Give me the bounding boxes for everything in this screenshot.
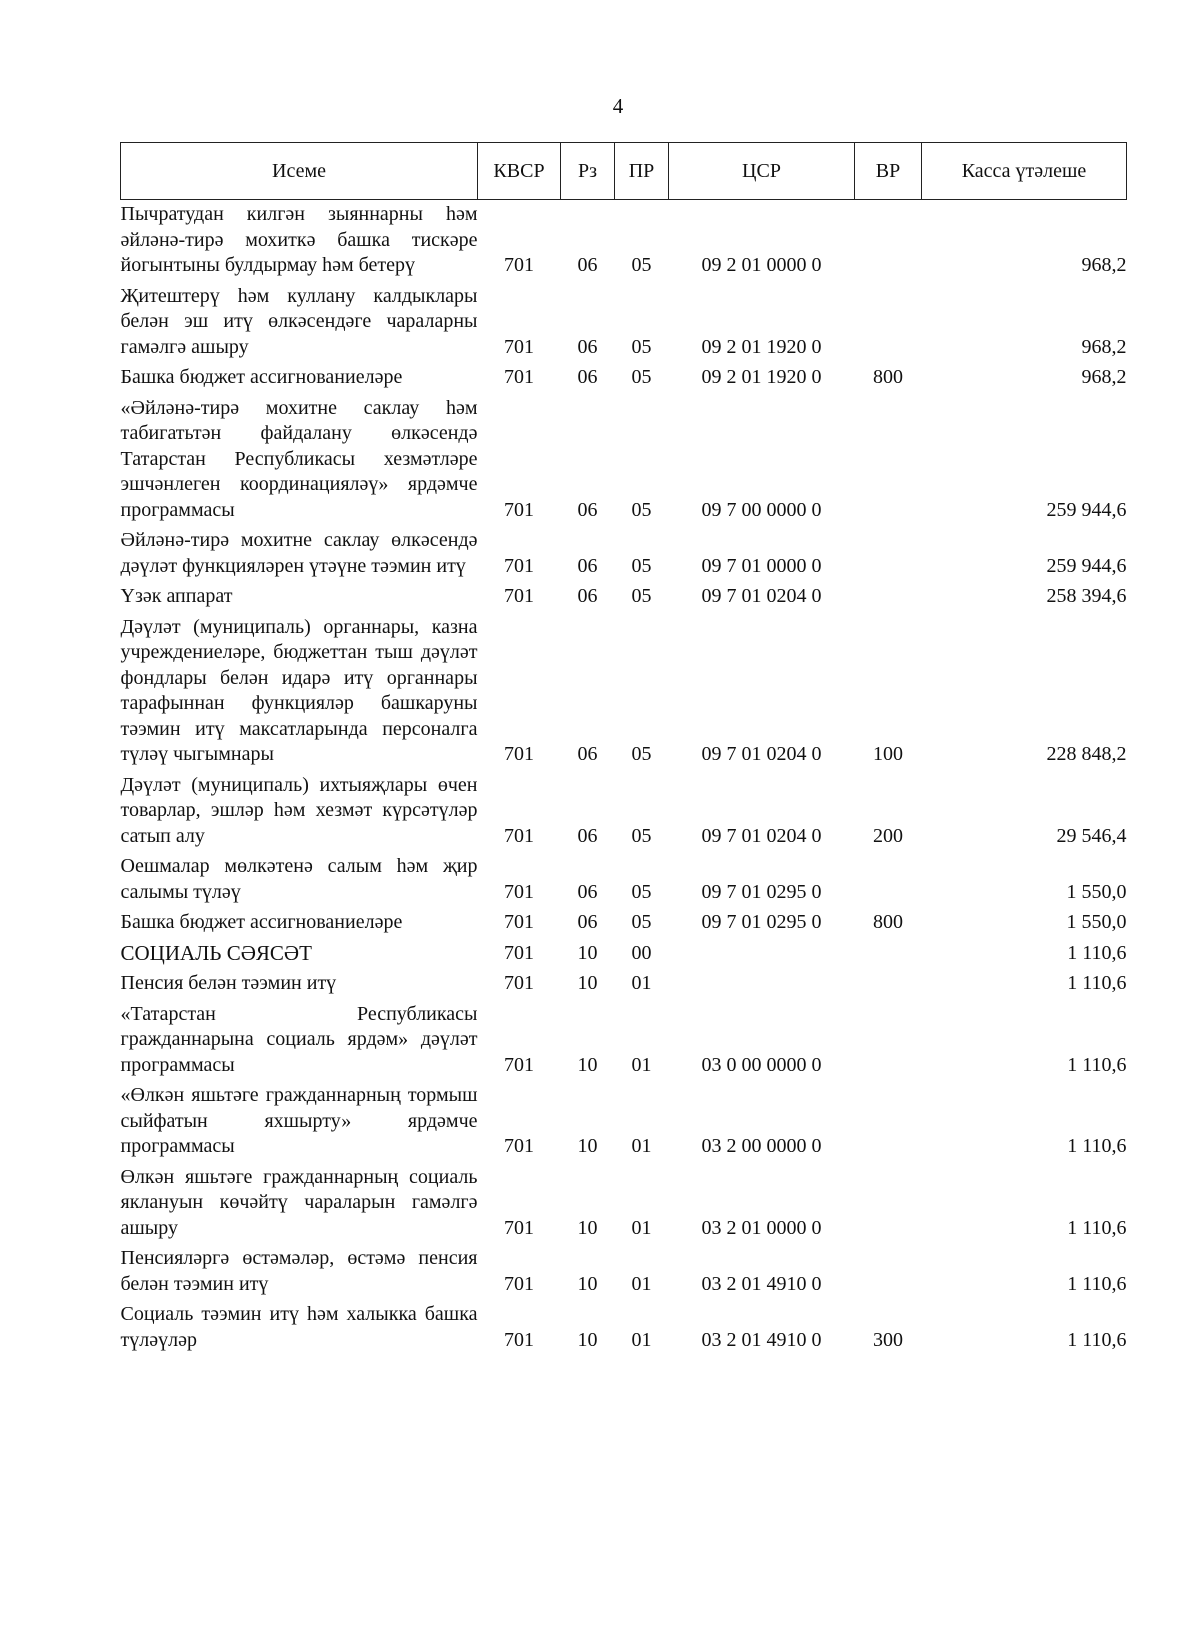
row-csr: [669, 969, 855, 1000]
row-name: «Өлкән яшьтәге гражданнарның тормыш сыйфатын яхшырту» ярдәмче программасы: [120, 1084, 478, 1157]
table-row: [121, 200, 1127, 282]
row-kvsr: 701: [504, 498, 534, 521]
row-pr: 01: [631, 1053, 652, 1076]
table-row: [121, 582, 1127, 613]
header-csr: ЦСР: [669, 143, 855, 200]
row-rz: 06: [577, 335, 598, 358]
row-amount: 968,2: [1081, 254, 1127, 276]
row-csr: 09 2 01 1920 0: [701, 335, 822, 358]
row-rz: 10: [577, 1328, 598, 1351]
row-pr: 05: [631, 498, 652, 521]
row-rz: 06: [577, 498, 598, 521]
row-pr: 01: [631, 1135, 652, 1157]
row-name: Өлкән яшьтәге гражданнарның социаль яклануын көчәйтү чараларын гамәлгә ашыру: [120, 1165, 478, 1239]
row-kvsr: 701: [504, 1135, 534, 1157]
row-pr: 05: [631, 880, 652, 903]
row-csr: 09 7 01 0204 0: [701, 743, 822, 765]
row-name: Дәүләт (муниципаль) органнары, казна учреждениеләре, бюджеттан тыш дәүләт фондлары белән идарә итү органнары тарафыннан функцияләр башкаруны тәэмин итү максатларында персоналга түләү чыгымнары: [120, 615, 478, 765]
row-pr: 05: [631, 554, 652, 577]
row-rz: 06: [577, 880, 598, 903]
table-row: [121, 394, 1127, 527]
row-kvsr: 701: [504, 1272, 534, 1295]
row-csr: 09 7 01 0000 0: [701, 554, 822, 577]
table-row: [121, 363, 1127, 394]
row-rz: 06: [577, 366, 598, 388]
row-name: Дәүләт (муниципаль) ихтыяҗлары өчен товарлар, эшләр һәм хезмәт күрсәтүләр сатып алу: [120, 773, 478, 847]
row-kvsr: 701: [504, 880, 534, 903]
row-name: Җитештерү һәм куллану калдыклары белән эш итү өлкәсендәге чараларны гамәлгә ашыру: [120, 284, 478, 358]
row-vr: 200: [873, 824, 903, 847]
row-csr: 03 2 01 0000 0: [701, 1216, 822, 1239]
row-amount: 259 944,6: [1046, 554, 1127, 577]
row-rz: 10: [577, 1135, 598, 1157]
table-row: [121, 1000, 1127, 1082]
row-kvsr: 701: [504, 335, 534, 358]
row-name: Социаль тәэмин итү һәм халыкка башка түләүләр: [120, 1303, 478, 1351]
row-rz: 06: [577, 743, 598, 765]
row-vr: 800: [873, 911, 903, 933]
row-csr: 09 7 01 0204 0: [701, 824, 822, 847]
row-vr: 300: [873, 1328, 903, 1351]
row-pr: 05: [631, 824, 652, 847]
row-kvsr: 701: [504, 554, 534, 577]
row-kvsr: 701: [504, 1328, 534, 1351]
row-csr: 09 2 01 0000 0: [701, 254, 822, 276]
row-pr: 05: [631, 366, 652, 388]
table-header-row: [121, 143, 1127, 200]
row-amount: 1 110,6: [1067, 1272, 1127, 1295]
row-vr: [855, 200, 922, 282]
row-name: Пычратудан килгән зыяннарны һәм әйләнә-тирә мохиткә башка тискәре йогынтыны булдырмау һәм бетерү: [120, 203, 478, 276]
row-csr: 09 7 01 0295 0: [701, 880, 822, 903]
row-vr: [855, 526, 922, 582]
row-rz: 06: [577, 254, 598, 276]
row-pr: 01: [631, 1272, 652, 1295]
row-rz: 06: [577, 911, 598, 933]
row-rz: 10: [577, 1053, 598, 1076]
header-name: Исеме: [121, 143, 478, 200]
row-rz: 10: [577, 941, 598, 964]
row-csr: 03 2 01 4910 0: [701, 1328, 822, 1351]
row-amount: 259 944,6: [1046, 498, 1127, 521]
row-rz: 06: [577, 585, 598, 607]
row-name: Әйләнә-тирә мохитне саклау өлкәсендә дәүләт функцияләрен үтәүне тәэмин итү: [120, 529, 478, 577]
row-amount: 29 546,4: [1056, 824, 1127, 847]
row-vr: [855, 282, 922, 364]
row-kvsr: 701: [504, 911, 534, 933]
row-amount: 1 110,6: [1067, 1216, 1127, 1239]
row-csr: 03 2 00 0000 0: [701, 1135, 822, 1157]
row-amount: 1 110,6: [1067, 941, 1127, 964]
row-pr: 00: [631, 941, 652, 964]
table-row: [121, 852, 1127, 908]
table-row: [121, 282, 1127, 364]
row-pr: 05: [631, 335, 652, 358]
row-vr: [855, 582, 922, 613]
row-vr: [855, 1081, 922, 1163]
row-csr: 09 7 00 0000 0: [701, 498, 822, 521]
row-vr: [855, 939, 922, 970]
table-row: [121, 969, 1127, 1000]
row-kvsr: 701: [504, 585, 534, 607]
row-kvsr: 701: [504, 824, 534, 847]
row-name: Үзәк аппарат: [120, 585, 233, 607]
row-csr: 09 7 01 0204 0: [701, 585, 822, 607]
row-rz: 10: [577, 1272, 598, 1295]
row-kvsr: 701: [504, 941, 534, 964]
row-rz: 06: [577, 554, 598, 577]
header-amount: Касса үтәлеше: [922, 143, 1127, 200]
header-kvsr: КВСР: [478, 143, 561, 200]
row-kvsr: 701: [504, 254, 534, 276]
row-vr: [855, 969, 922, 1000]
row-vr: 800: [873, 366, 903, 388]
row-pr: 05: [631, 254, 652, 276]
table-row: [121, 613, 1127, 771]
row-name: Башка бюджет ассигнованиеләре: [120, 366, 403, 388]
header-rz: Рз: [561, 143, 615, 200]
header-pr: ПР: [615, 143, 669, 200]
row-csr: [669, 939, 855, 970]
row-name: Башка бюджет ассигнованиеләре: [120, 911, 403, 933]
row-csr: 03 0 00 0000 0: [701, 1053, 822, 1076]
row-kvsr: 701: [504, 1216, 534, 1239]
row-vr: [855, 1163, 922, 1245]
row-rz: 10: [577, 1216, 598, 1239]
table-row: [121, 908, 1127, 939]
row-name: «Татарстан Республикасы гражданнарына социаль ярдәм» дәүләт программасы: [120, 1002, 478, 1076]
row-pr: 01: [631, 972, 652, 994]
row-amount: 258 394,6: [1046, 585, 1127, 607]
row-csr: 03 2 01 4910 0: [701, 1272, 822, 1295]
row-vr: [855, 1000, 922, 1082]
section-heading: СОЦИАЛЬ СӘЯСӘТ: [120, 940, 312, 965]
row-pr: 01: [631, 1328, 652, 1351]
table-row: [121, 1300, 1127, 1356]
row-name: Пенсияләргә өстәмәләр, өстәмә пенсия белән тәэмин итү: [120, 1247, 478, 1295]
row-amount: 1 110,6: [1067, 1328, 1127, 1351]
page-number: 4: [612, 94, 624, 118]
row-vr: 100: [873, 743, 903, 765]
row-kvsr: 701: [504, 972, 534, 994]
row-pr: 05: [631, 743, 652, 765]
row-vr: [855, 852, 922, 908]
row-pr: 05: [631, 911, 652, 933]
header-vr: ВР: [855, 143, 922, 200]
row-amount: 1 110,6: [1067, 1135, 1127, 1157]
row-name: «Әйләнә-тирә мохитне саклау һәм табигатьтән файдалану өлкәсендә Татарстан Республикасы хезмәтләре эшчәнлеген координацияләү» ярдәмче программасы: [120, 396, 478, 521]
row-amount: 1 550,0: [1066, 911, 1127, 933]
row-amount: 228 848,2: [1046, 743, 1127, 765]
row-pr: 05: [631, 585, 652, 607]
row-vr: [855, 394, 922, 527]
row-amount: 1 110,6: [1067, 972, 1127, 994]
table-row: [121, 939, 1127, 970]
row-name: Оешмалар мөлкәтенә салым һәм җир салымы түләү: [120, 855, 478, 903]
row-kvsr: 701: [504, 743, 534, 765]
row-pr: 01: [631, 1216, 652, 1239]
row-name: Пенсия белән тәэмин итү: [120, 972, 337, 994]
table-row: [121, 771, 1127, 853]
row-csr: 09 7 01 0295 0: [701, 911, 822, 933]
row-kvsr: 701: [504, 366, 534, 388]
row-csr: 09 2 01 1920 0: [701, 366, 822, 388]
row-vr: [855, 1244, 922, 1300]
table-row: [121, 1244, 1127, 1300]
table-row: [121, 526, 1127, 582]
budget-execution-table: [120, 142, 1127, 1356]
row-rz: 10: [577, 972, 598, 994]
row-amount: 968,2: [1081, 366, 1127, 388]
row-kvsr: 701: [504, 1053, 534, 1076]
row-amount: 1 550,0: [1066, 880, 1127, 903]
table-row: [121, 1163, 1127, 1245]
row-rz: 06: [577, 824, 598, 847]
row-amount: 968,2: [1081, 335, 1127, 358]
table-row: [121, 1081, 1127, 1163]
row-amount: 1 110,6: [1067, 1053, 1127, 1076]
